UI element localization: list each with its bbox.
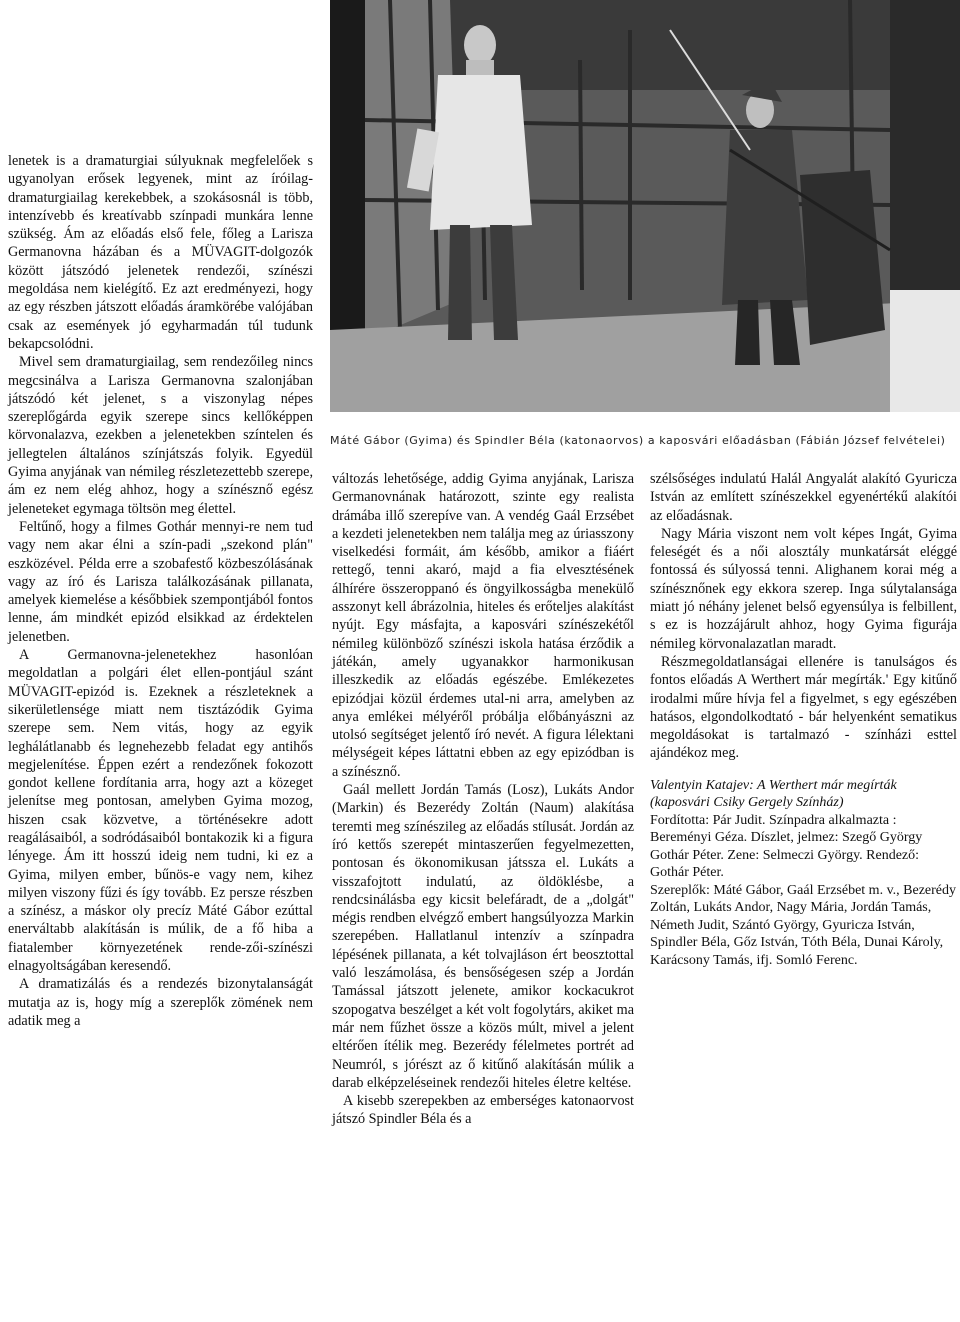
credits-cast: Szereplők: Máté Gábor, Gaál Erzsébet m. v., Bezerédy Zoltán, Lukáts Andor, Nagy Mária, Jordán Tamás, Németh Judit, Szántó György, Gyuricza István, Spindler Béla, Gőz István, Tóth Béla, Dunai Károly, Karácsony Tamás, ifj. Somló Ferenc. [650, 882, 957, 968]
paragraph: Részmegoldatlanságai ellenére is tanulságos és fontos előadás A Werthert már megírták.' Egy kitűnő irodalmi műre hívja fel a figyelmet, s egy egészében hatásos, elgondolkodtató - bár helyenként sematikus megoldásokat is tartalmazó - színházi esttel ajándékoz meg. [650, 653, 957, 762]
middle-text-column [332, 470, 634, 1129]
paragraph: szélsőséges indulatú Halál Angyalát alakító Gyuricza István az említett színészekkel egyenértékű alakítói az előadásnak. [650, 471, 957, 524]
paragraph: lenetek is a dramaturgiai súlyuknak megfelelőek s ugyanolyan erősek legyenek, mint az íróilag-dramaturgiailag kerekebbek, a szokásosnál is több, intenzívebb és kreatívabb színpadi munkára lenne szükség. Ám az előadás első fele, főleg a Larisza Germanovna házában és a MÜVAGIT-dolgozók között játszódó jelenetek rendezői, színészi megoldása nem kielégítő. Ez azt eredményezi, hogy az egy részben játszott előadás áramkörébe valójában csak az események jó egyharmadán túl tudunk bekapcsolódni. [8, 153, 313, 352]
paragraph: A Germanovna-jelenetekhez hasonlóan megoldatlan a polgári élet ellen-pontjául szánt MÜVAGIT-epizód is. Ezeknek a részleteknek a sikerületlensége miatt nem tisztázódik Gyima szerepe sem. Nem vitás, hogy az egyik leghálátlanabb és legnehezebb feladat egy antihős megjelenítése. Éppen ezért a rendezőnek fokozott gondot kellene fordítania arra, hogy azt a közeget jelenítse meg pontosan, amelyben Gyima mozog, hiszen csak közvetve, a történésekre adott reagálásaiból, a sodródásaiból bontakozik ki a figura lényege. Ám itt hosszú ideig nem tudni, ki ez a Gyima, milyen ember, bűnös-e vagy nem, kihez milyen viszony fűzi és így tovább. Ez persze részben a színész, a máskor oly precíz Máté Gábor ezúttal enerváltabb alakításán is múlik, de a fő hiba a fiatalember környezetének rende-zői-színészi elnagyoltságában keresendő. [8, 647, 313, 975]
paragraph: Feltűnő, hogy a filmes Gothár mennyi-re nem tud vagy nem akar élni a szín-padi „szekond plán" eszközével. Példa erre a szobafestő közbeszólásának vagy az író és Larisza találkozásának pillanata, amelyek kiemelése a későbbiek szempontjából fontos lenne, ám mindkét epizód elsikkad az érdektelen jelenetben. [8, 518, 313, 645]
credits-creators: Fordította: Pár Judit. Színpadra alkalmazta : Bereményi Géza. Díszlet, jelmez: Szegő György Gothár Péter. Zene: Selmeczi György. Rendező: Gothár Péter. [650, 812, 923, 881]
paragraph: Gaál mellett Jordán Tamás (Losz), Lukáts Andor (Markin) és Bezerédy Zoltán (Naum) alakítása teremti meg színészileg az előadás stílusát. Jordán az író kettős szerepét mintaszerűen fegyelmezetten, pontosan és ökonomikusan játssza el. Lukáts a visszafojtott indulatú, az öldöklésbe, a rendcsinálásba egy kicsit belefáradt, de a „dolgát" mégis rendben elvégző embert hangsúlyozza Markin szerepében. Hallatlanul intenzív a színpadra lépésének pillanata, a két tolvajláson ért beosztottal való leszámolása, és bensőségesen szép a Jordán Tamással játszott jelenete, amikor kockacukrot szopogatva beszélget a két volt fogolytárs, akiket ma már nem fűzhet össze a közös múlt, mivel a jelent eltérően ítélik meg. Bezerédy félelmetes portrét ad Neumról, s jórészt az ő kitűnő alakításán múlik a darab elképzeléseinek rendezői hiteles életre keltése. [332, 782, 634, 1091]
photo-caption: Máté Gábor (Gyima) és Spindler Béla (katonaorvos) a kaposvári előadásban (Fábián József felvételei) [330, 434, 946, 447]
credits-title: Valentyin Katajev: A Werthert már megírták (kaposvári Csiky Gergely Színház) [650, 777, 897, 811]
paragraph: Mivel sem dramaturgiailag, sem rendezőileg nincs megcsinálva a Larisza Germanovna szalonjában játszódó két jelenet, s a viszonylag népes szereplőgárda egyik szerepe sincs kellőképpen körvonalazva, ezekben a jelenetekben színtelen és jellegtelen általános színjátszás folyik. Egyedül Gyima anyjának van némileg részletezettebb szerepe, ám ez nem elég ahhoz, hogy a színésznő egész jeleneteket egymaga töltsön meg élettel. [8, 354, 313, 517]
right-text-column [650, 470, 957, 969]
paragraph: Nagy Mária viszont nem volt képes Ingát, Gyima feleségét és a női alosztály munkatársát eléggé fontossá és súlyossá tenni. Alighanem korai még a színésznőnek egy ekkora szerep. Inga súlytalansága miatt jó néhány jelenet belső egyensúlya is felbillent, s ez is hozzájárult ahhoz, hogy Gyima figurája némileg körvonalazatlan maradt. [650, 525, 957, 652]
paragraph: A dramatizálás és a rendezés bizonytalanságát mutatja az is, hogy míg a szereplők zömének nem adatik meg a [8, 976, 313, 1029]
paragraph: változás lehetősége, addig Gyima anyjának, Larisza Germanovnának határozott, szinte egy realista drámába illő szerepíve van. A vendég Gaál Erzsébet a kezdeti jelenetekben nem találja meg az úriasszony viselkedési formáit, ám később, amikor a fiáért rettegő, tenni akaró, majd a fia elvesztésének álhírére összeroppanó és öngyilkosságba menekülő asszonyt kell ábrázolnia, hiteles és erőteljes alakítást nyújt. Egy másfajta, a kaposvári színészekétől némileg különböző színészi iskola hatása érződik a játékán, amely ugyanakkor harmonikusan illeszkedik az előadás egészébe. Emlékezetes epizódjai közül érdemes utal-ni arra, amelyben az anya emlékei mélyéről próbálja előbányászni az utolsó segítséget jelentő író nevét. A figura lélektani mélységeit képes láttatni ebben az egy epizódban is a színésznő. [332, 471, 634, 780]
paragraph: A kisebb szerepekben az emberséges katonaorvost játszó Spindler Béla és a [332, 1093, 634, 1128]
stage-photo [330, 0, 960, 412]
production-credits [650, 777, 957, 970]
left-text-column [8, 152, 313, 1030]
